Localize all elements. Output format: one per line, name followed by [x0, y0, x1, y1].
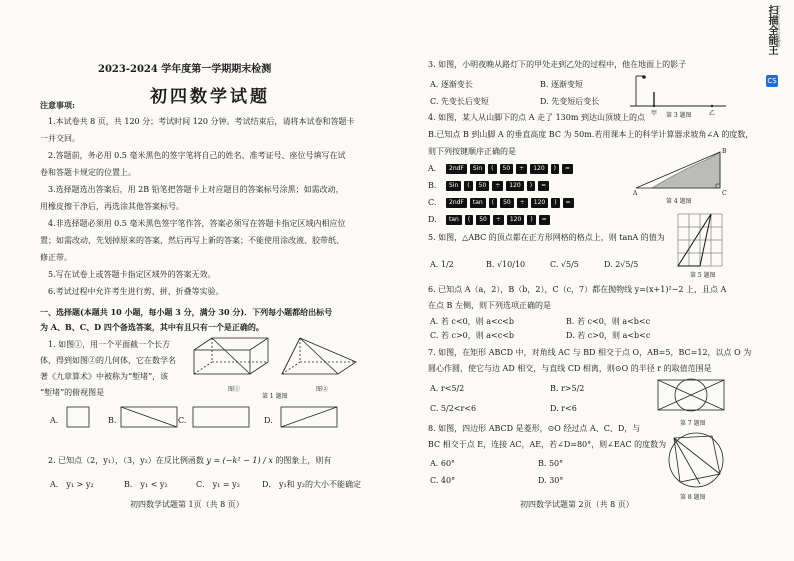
calculator-key: 2ndF	[446, 198, 467, 208]
q3-caption: 第 3 题图	[666, 112, 692, 119]
notes-line: 4.非选择题必须用 0.5 毫米黑色签字笔作答，答案必须写在答题卡指定区域内相应位	[48, 219, 346, 228]
q1-option-a-shape	[66, 406, 96, 430]
q6-option-b: B. 若 c<0，则 a<b<c	[566, 317, 651, 326]
q5-option-d: D. 2√5/5	[604, 260, 639, 269]
calculator-key: ÷	[492, 181, 503, 191]
calculator-key: 50	[476, 215, 490, 225]
q2-text-b: ），（3，	[111, 456, 141, 465]
q3-option-b: B. 逐渐变短	[540, 80, 583, 89]
q3-figure	[630, 70, 730, 112]
notes-line: 2.答题前，务必用 0.5 毫米黑色的签字笔将自己的姓名、准考证号、座位号填写在试	[48, 151, 346, 160]
calculator-key: ÷	[516, 164, 527, 174]
q4-option-a-keys	[446, 164, 573, 174]
q3-label-jia: 甲	[651, 110, 658, 117]
q3-option-c: C. 先变长后变短	[430, 97, 489, 106]
q6-option-d: D. 若 c>0，则 a<b<c	[566, 331, 651, 340]
q8-line1: 8. 如图，四边形 ABCD 是菱形，⊙O 经过点 A、C、D，与	[428, 424, 641, 433]
calculator-key: (	[489, 198, 497, 208]
q1-figure2	[280, 336, 360, 386]
footer-right: 初四数学试题第 2页（共 8 页）	[520, 500, 634, 509]
calculator-key: )	[527, 215, 535, 225]
q4-line2: B.已知点 B 到山脚 A 的垂直高度 BC 为 50m.若用课本上的科学计算器求坡角∠A 的度数，	[428, 130, 754, 139]
calculator-key: 2ndF	[446, 164, 467, 174]
calculator-key: )	[527, 181, 535, 191]
calculator-key: Sin	[470, 164, 485, 174]
notes-line: 置；如需改动，先划掉原来的答案，然后再写上新的答案；不能使用涂改液、胶带纸、	[40, 236, 344, 245]
q3-option-d: D. 先变短后变长	[540, 97, 600, 106]
q4-line1: 4. 如图，某人从山脚下的点 A 走了 130m 到达山顶坡上的点	[428, 113, 645, 122]
calculator-key: 50	[500, 164, 514, 174]
q2-y1: y₁	[103, 456, 111, 465]
calculator-key: =	[539, 215, 550, 225]
calculator-key: )	[551, 164, 559, 174]
q1-figure1	[192, 336, 272, 386]
notes-line: 3.选择题选出答案后，用 2B 铅笔把答题卡上对应题目的答案标号涂黑；如需改动，	[48, 185, 344, 194]
calculator-key: 120	[506, 181, 523, 191]
calculator-key: ÷	[493, 215, 504, 225]
notes-line: 6.考试过程中允许考生进行剪、拼、折叠等实验。	[48, 287, 224, 296]
q6-option-c: C. 若 c>0，则 a<c<b	[430, 331, 515, 340]
q4-option-c-label: C.	[428, 198, 437, 207]
q2-formula: y = (−k² − 1) / x	[206, 456, 273, 465]
q1-option-c-shape	[192, 406, 252, 430]
q4-caption: 第 4 题图	[666, 198, 692, 205]
notes-line: 修正带。	[40, 253, 72, 262]
q8-caption: 第 8 题图	[680, 494, 706, 501]
q4-option-c-keys	[446, 198, 574, 208]
calculator-key: (	[465, 215, 473, 225]
q8-line2: BC 相交于点 E，连接 AC，AE，若∠D=80°，则∠EAC 的度数为	[428, 440, 667, 449]
q1-fig1-label: 图①	[228, 386, 241, 393]
q7-option-b: B. r>5/2	[550, 384, 585, 393]
q1-option-d-shape	[280, 406, 340, 430]
section1-line1: 一、选择题(本题共 10 小题，每小题 3 分，满分 30 分)．下列每小题都给出标号	[40, 307, 333, 317]
q4-option-a-label: A.	[428, 164, 437, 173]
q3-label-yi: 乙	[709, 110, 716, 117]
notes-line: 用橡皮擦干净后，再选涂其他答案标号。	[40, 202, 184, 211]
q1-caption: 第 1 题图	[262, 393, 288, 400]
footer-left: 初四数学试题第 1页（共 8 页）	[130, 500, 244, 509]
calculator-key: 120	[530, 164, 547, 174]
q2-option-c: C． y₁ = y₂	[196, 480, 240, 489]
calculator-key: =	[563, 198, 574, 208]
calculator-key: Sin	[446, 181, 461, 191]
q6-line1: 6. 已知点 A（a，2），B（b，2），C（c，7）都在抛物线 y=(x+1)²−2 上，且点 A	[428, 285, 727, 294]
calculator-key: =	[562, 164, 573, 174]
q1-line1: 1. 如图①，用一个平面截一个长方	[48, 340, 171, 349]
notes-line: 5.写在试卷上或答题卡指定区域外的答案无效。	[48, 270, 216, 279]
q1-option-b-label: B.	[108, 416, 117, 425]
q4-option-d-label: D.	[428, 215, 437, 224]
q4-option-b-label: B.	[428, 181, 437, 190]
q8-option-d: D. 30°	[538, 476, 564, 485]
q5-option-a: A. 1/2	[430, 260, 454, 269]
q8-option-b: B. 50°	[538, 459, 564, 468]
year-title: 2023-2024 学年度第一学期期末检测	[98, 64, 272, 75]
calculator-key: (	[464, 181, 472, 191]
q3-stem: 3. 如图，小明夜晚从路灯下的甲处走到乙处的过程中，他在地面上的影子	[428, 60, 687, 69]
q2-option-b: B． y₁ < y₂	[124, 480, 168, 489]
q7-option-a: A. r<5/2	[430, 384, 465, 393]
q4-label-a: A	[633, 190, 638, 197]
exam-title: 初四数学试题	[150, 87, 270, 107]
scanner-tag: 3亿人都在用的扫描App	[776, 5, 781, 48]
q1-line2: 体，得到如图②的几何体，它在数学名	[40, 356, 176, 365]
calculator-key: ÷	[517, 198, 528, 208]
notes-line: 卷和答题卡规定的位置上。	[40, 168, 136, 177]
calculator-key: (	[488, 164, 496, 174]
notes-heading: 注意事项:	[40, 100, 75, 110]
q6-option-a: A. 若 c<0，则 a<c<b	[430, 317, 514, 326]
q2-stem	[48, 456, 331, 466]
q2-text-a: 2. 已知点（2，	[48, 456, 104, 465]
calculator-key: 50	[476, 181, 490, 191]
q5-option-c: C. √5/5	[550, 260, 579, 269]
q4-label-c: C	[722, 190, 727, 197]
q7-option-d: D. r<6	[550, 404, 577, 413]
calculator-key: 50	[500, 198, 514, 208]
q1-option-b-shape	[120, 406, 180, 430]
q1-option-a-label: A.	[50, 416, 59, 425]
q6-line2: 在点 B 左侧，则下列选项正确的是	[428, 301, 551, 310]
q4-option-d-keys	[446, 215, 550, 225]
calculator-key: 120	[531, 198, 548, 208]
calculator-key: tan	[470, 198, 486, 208]
calculator-key: 120	[507, 215, 524, 225]
section1-line2: 为 A、B、C、D 四个备选答案，其中有且只有一个是正确的。	[40, 322, 264, 332]
q4-option-b-keys	[446, 181, 549, 191]
q7-line2: 圆心作圆，使它与边 AD 相交，与直线 CD 相离，则⊙O 的半径 r 的取值范围是	[428, 364, 712, 373]
q7-option-c: C. 5/2<r<6	[430, 404, 477, 413]
calculator-key: )	[551, 198, 559, 208]
notes-line: 一并交回。	[40, 134, 80, 143]
calculator-key: tan	[446, 215, 462, 225]
q7-caption: 第 7 题图	[680, 420, 706, 427]
q5-caption: 第 5 题图	[690, 272, 716, 279]
q1-option-d-label: D.	[264, 416, 273, 425]
q5-option-b: B. √10/10	[486, 260, 526, 269]
scanner-watermark	[762, 5, 782, 95]
q1-line4: “堑堵”的俯视图是	[40, 388, 105, 397]
calculator-key: =	[538, 181, 549, 191]
q4-line3: 则下列按键顺序正确的是	[428, 147, 516, 156]
notes-line: 1.本试卷共 8 页，共 120 分；考试时间 120 分钟。考试结束后，请将本试卷和答题卡	[48, 117, 355, 126]
scanner-logo-icon: CS	[767, 77, 777, 85]
q2-text-d: 的图象上，则有	[275, 456, 332, 465]
q8-option-a: A. 60°	[430, 459, 456, 468]
q4-label-b: B	[722, 148, 727, 155]
scanner-brand: 扫描全能王	[766, 5, 777, 55]
q1-fig2-label: 图②	[316, 386, 329, 393]
q7-line1: 7. 如图，在矩形 ABCD 中，对角线 AC 与 BD 相交于点 O，AB=5，BC=12，以点 O 为	[428, 348, 752, 357]
q7-figure	[654, 376, 730, 416]
q8-figure	[660, 430, 730, 490]
q3-option-a: A. 逐渐变长	[430, 80, 473, 89]
q2-option-d: D． y₁和 y₂的大小不能确定	[262, 480, 361, 489]
q2-text-c: ）在反比例函数	[147, 456, 204, 465]
q5-stem: 5. 如图，△ABC 的顶点都在正方形网格的格点上，则 tanA 的值为	[428, 233, 665, 242]
q2-y2: y₂	[140, 456, 148, 465]
q8-option-c: C. 40°	[430, 476, 456, 485]
q5-figure	[676, 212, 726, 270]
q4-figure	[632, 148, 732, 194]
q1-option-c-label: C.	[178, 416, 187, 425]
q2-option-a: A． y₁ > y₂	[50, 480, 94, 489]
q1-line3: 著《九章算术》中被称为“堑堵”，该	[40, 372, 169, 381]
